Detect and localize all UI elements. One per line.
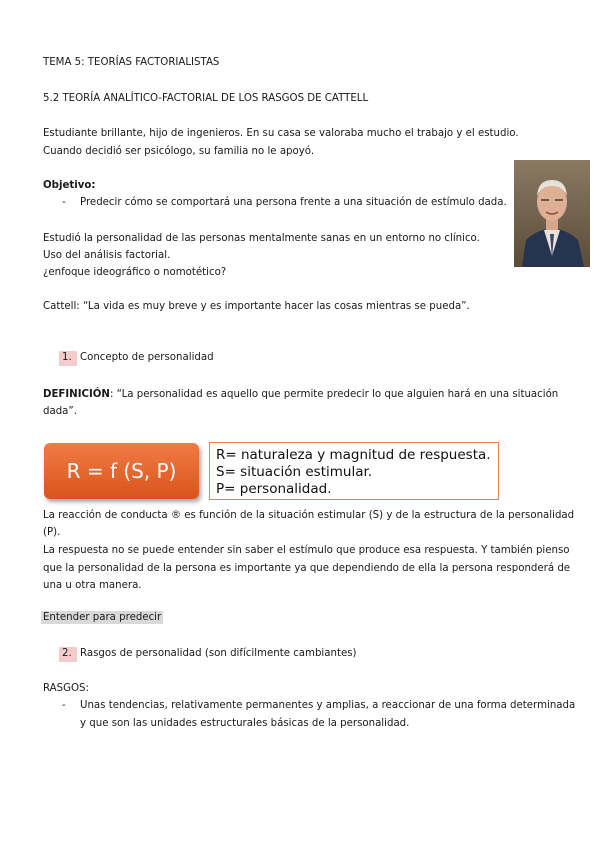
traits-item-line-1: Unas tendencias, relativamente permanentes y amplias, a reaccionar de una forma determinada (80, 700, 576, 711)
study-line-2: Uso del análisis factorial. (43, 250, 171, 261)
subtopic-title: 5.2 TEORÍA ANALÍTICO-FACTORIAL DE LOS RASGOS DE CATTELL (43, 93, 369, 104)
cattell-quote: Cattell: “La vida es muy breve y es importante hacer las cosas mientras se pueda”. (43, 301, 470, 312)
cattell-photo (514, 160, 590, 267)
highlight-note-wrap (41, 612, 163, 623)
definition-line-2: dada”. (43, 406, 77, 417)
section-1-number: 1. (62, 352, 72, 363)
formula-box: R = f (S, P) (44, 443, 199, 499)
study-line-3: ¿enfoque ideográfico o nomotético? (43, 267, 227, 278)
legend-p: P= personalidad. (216, 481, 332, 497)
traits-item-line-2: y que son las unidades estructurales básicas de la personalidad. (80, 718, 410, 729)
explanation-line-2: (P). (43, 527, 61, 538)
legend-r: R= naturaleza y magnitud de respuesta. (216, 447, 491, 463)
traits-label: RASGOS: (43, 683, 89, 694)
section-1-title: Concepto de personalidad (80, 352, 214, 363)
section-2-number: 2. (62, 648, 72, 659)
definition-label: DEFINICIÓN (43, 389, 110, 400)
explanation-line-5: una u otra manera. (43, 580, 142, 591)
section-2-title: Rasgos de personalidad (son difícilmente cambiantes) (80, 648, 357, 659)
definition-text: : “La personalidad es aquello que permite predecir lo que alguien hará en una situación (109, 389, 559, 400)
explanation-line-1: La reacción de conducta ® es función de la situación estimular (S) y de la estructura de la personalidad (43, 510, 575, 521)
highlight-note: Entender para predecir (43, 612, 162, 623)
definition-line-1 (43, 386, 558, 404)
bio-line-1: Estudiante brillante, hijo de ingenieros. En su casa se valoraba mucho el trabajo y el estudio. (43, 128, 519, 139)
objective-dash: - (62, 197, 66, 208)
topic-title: TEMA 5: TEORÍAS FACTORIALISTAS (43, 57, 220, 68)
study-line-1: Estudió la personalidad de las personas mentalmente sanas en un entorno no clínico. (43, 233, 480, 244)
objective-label: Objetivo: (43, 180, 96, 191)
explanation-line-4: que la personalidad de la persona es importante ya que dependiendo de ella la persona responderá de (43, 563, 571, 574)
explanation-line-3: La respuesta no se puede entender sin saber el estímulo que produce esa respuesta. Y también pienso (43, 545, 570, 556)
formula-legend (209, 442, 499, 500)
objective-item: Predecir cómo se comportará una persona frente a una situación de estímulo dada. (80, 197, 507, 208)
traits-dash: - (62, 700, 66, 711)
legend-s: S= situación estimular. (216, 464, 373, 480)
bio-line-2: Cuando decidió ser psicólogo, su familia no le apoyó. (43, 146, 315, 157)
